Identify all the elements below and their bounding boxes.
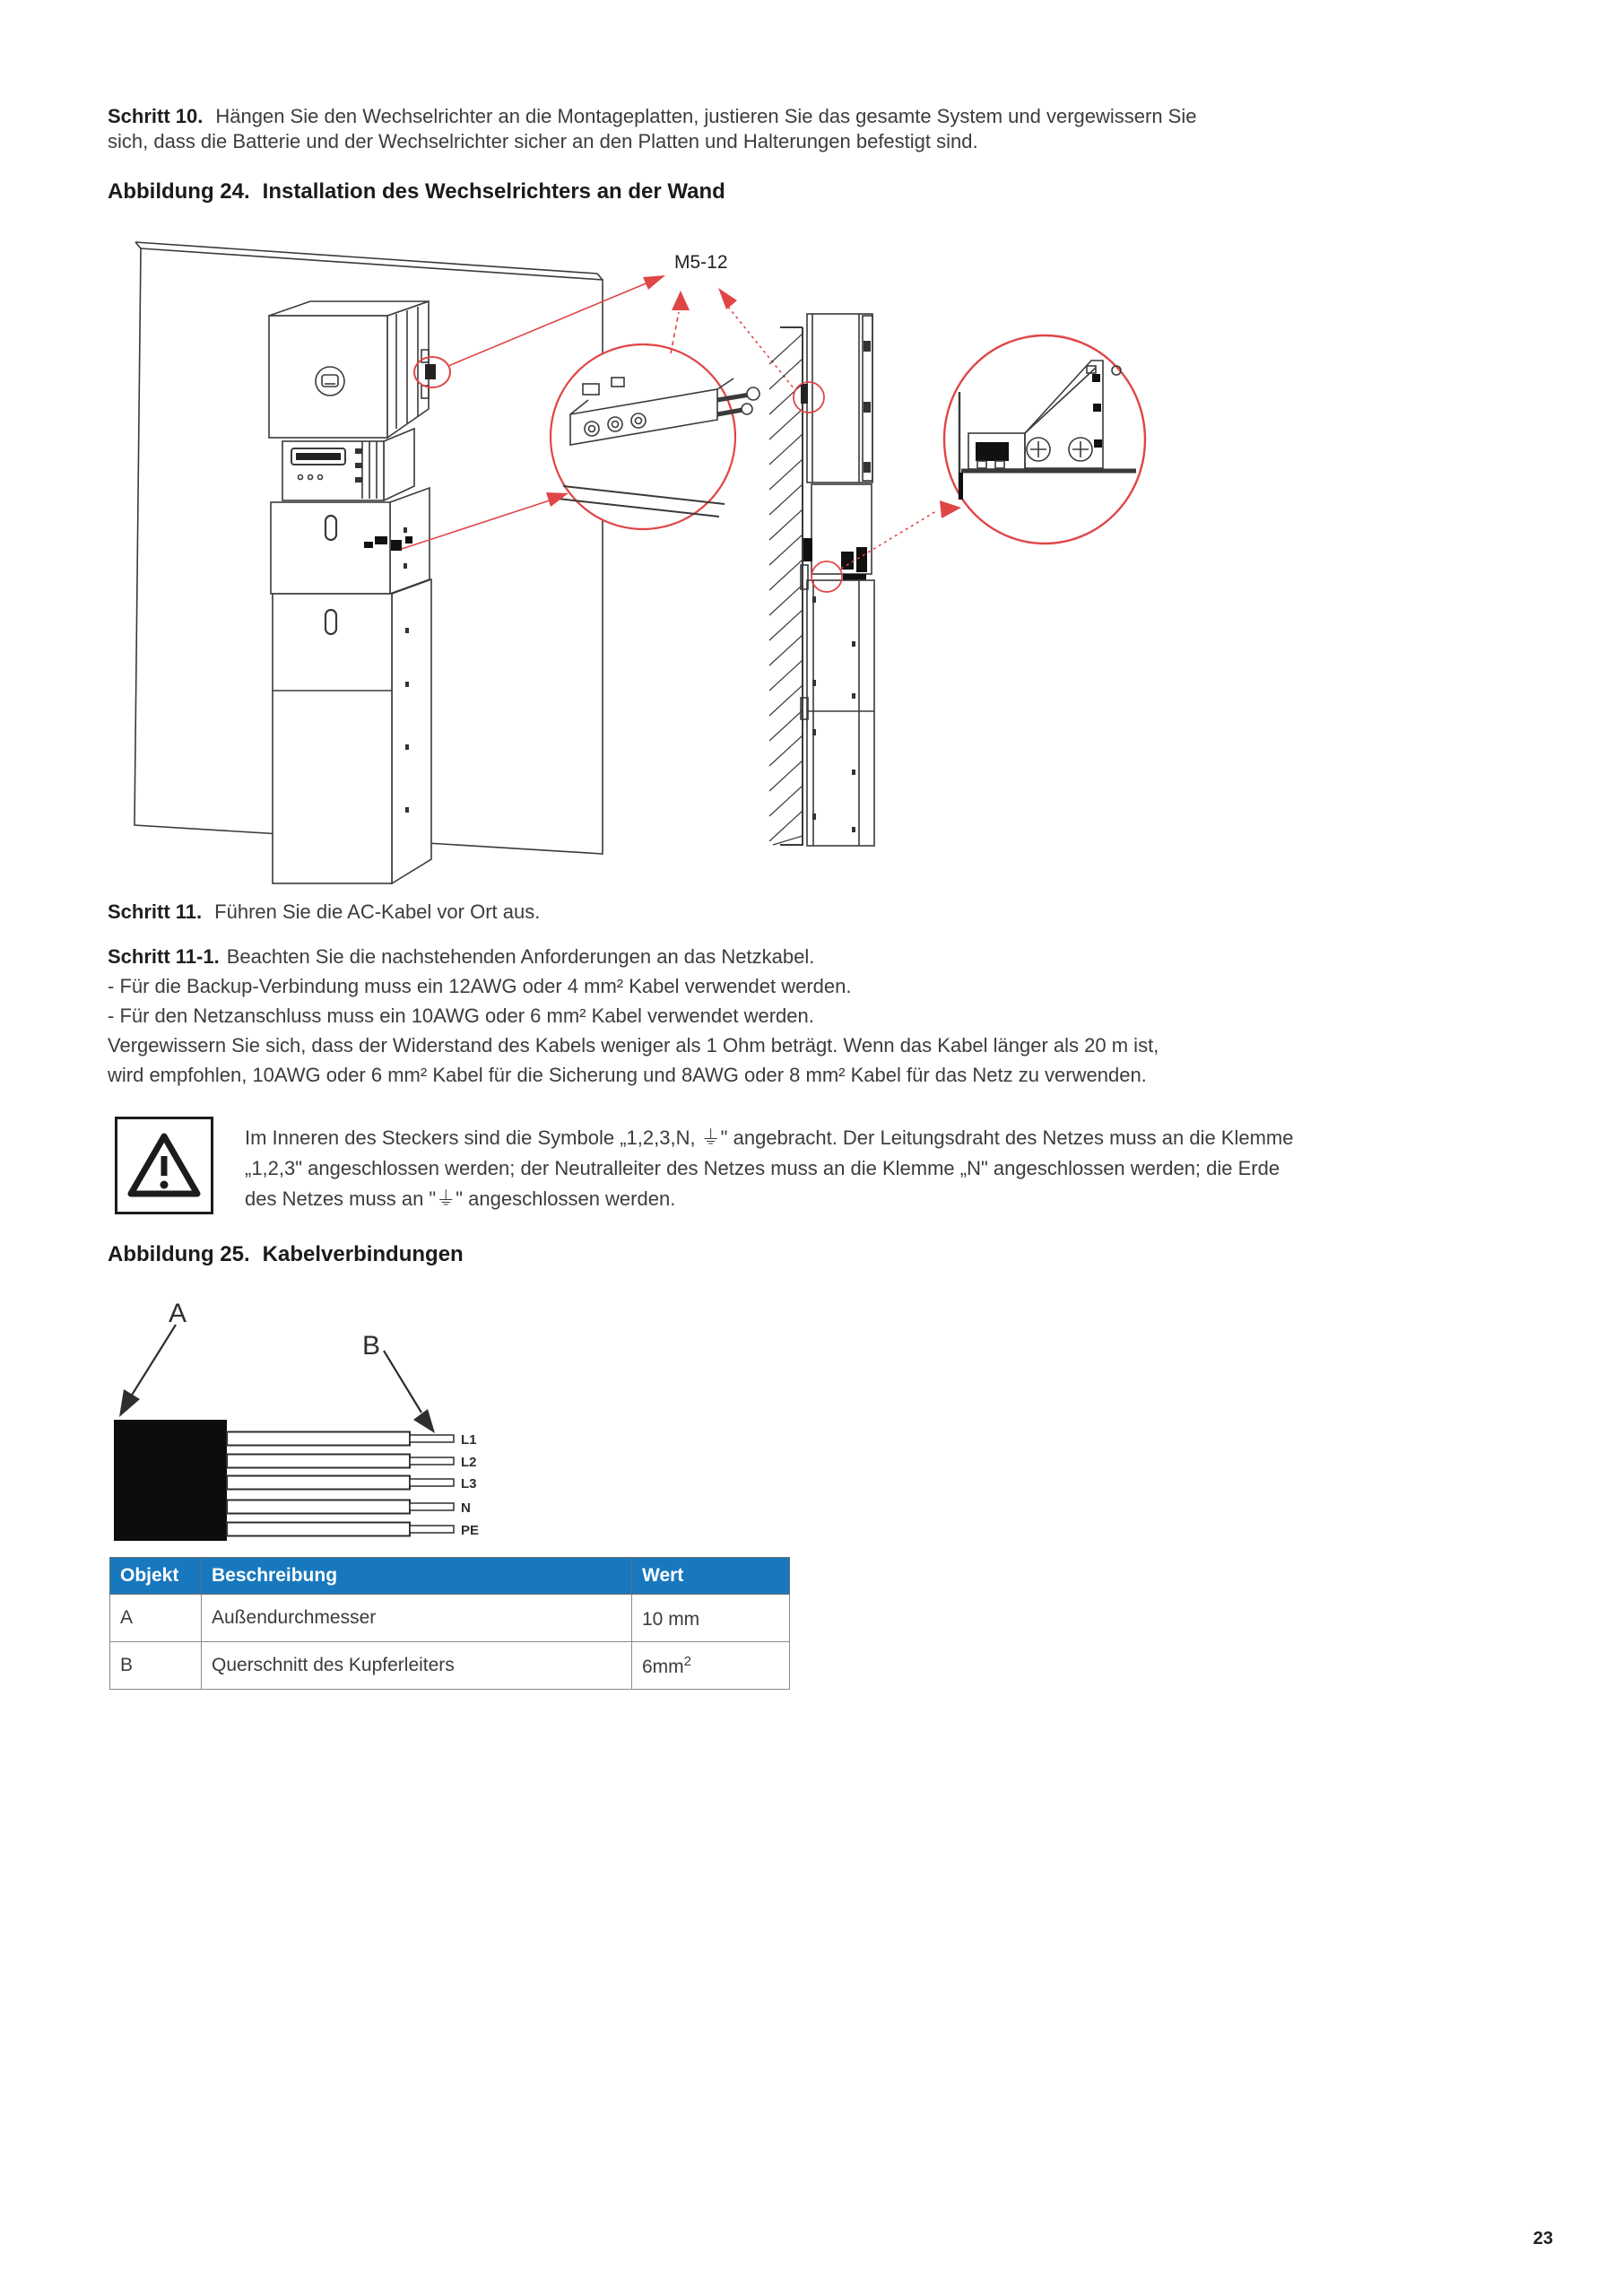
warning-triangle-icon [126,1131,203,1201]
wire-label-l1: L1 [461,1432,477,1448]
cell-wert-b: $6mm^2$ [632,1642,790,1690]
cell-objekt-a: A [110,1595,202,1642]
header-beschreibung: Beschreibung [202,1558,632,1595]
table-header-row [110,1558,790,1595]
wire-label-l3: L3 [461,1476,477,1492]
wire-label-l2: L2 [461,1455,477,1470]
cell-beschreibung-a: Außendurchmesser [202,1595,632,1642]
cable-label-b: B [362,1331,381,1361]
arrow-b [413,1409,435,1433]
step10-label: Schritt 10. [108,105,204,127]
figure25-caption: Abbildung 25. Kabelverbindungen [108,1242,464,1266]
table-row [110,1595,790,1642]
step10-line2: sich, dass die Batterie und der Wechselrichter sicher an den Platten und Halterungen befestigt sind. [108,130,978,152]
cell-objekt-b: B [110,1642,202,1690]
figure24-drawing [85,224,1421,906]
step10-paragraph [108,104,1196,154]
step11-1-line4: Vergewissern Sie sich, dass der Widerstand des Kabels weniger als 1 Ohm beträgt. Wenn das Kabel länger als 20 m ist, [108,1034,1159,1057]
wire-label-n: N [461,1500,471,1516]
step11-1-line5: wird empfohlen, 10AWG oder 6 mm² Kabel für die Sicherung und 8AWG oder 8 mm² Kabel für das Netz zu verwenden. [108,1064,1147,1086]
figure25-drawing [85,1283,498,1552]
page-number: 23 [1532,2229,1553,2248]
step11-label: Schritt 11. [108,900,203,923]
header-wert: Wert [632,1558,790,1595]
cell-wert-a: 10 mm [632,1595,790,1642]
cable-wires [227,1432,454,1536]
battery-module-2 [273,579,431,883]
warning-icon-box [115,1117,213,1214]
wall-hatching [769,334,803,845]
warning-text: Im Inneren des Steckers sind die Symbole „1,2,3,N, ⏚" angebracht. Der Leitungsdraht des Netzes muss an die Klemme „1,2,3" angeschlossen werden; der Neutralleiter des Netzes muss an die Klemme „N" angeschlossen werden; die Erde des Netzes muss an "⏚" angeschlossen werden. [245,1126,1294,1210]
bracket-zoom-ellipse [944,335,1145,544]
figure24-caption: Abbildung 24. Installation des Wechselrichters an der Wand [108,179,725,204]
wire-labels [461,1432,479,1538]
red-arrow-up-left [718,288,737,309]
step11-1-line2: - Für die Backup-Verbindung muss ein 12AWG oder 4 mm² Kabel verwendet werden. [108,975,852,997]
step11-1-line1: Schritt 11-1. Beachten Sie die nachstehenden Anforderungen an das Netzkabel. [108,945,815,968]
cell-beschreibung-b: Querschnitt des Kupferleiters [202,1642,632,1690]
step11-1-label: Schritt 11-1. [108,945,220,968]
m5-12-label: M5-12 [674,252,728,273]
cable-label-a: A [169,1299,187,1328]
cable-jacket [114,1420,227,1541]
table-row [110,1642,790,1690]
wire-label-pe: PE [461,1523,480,1538]
inverter-front [269,301,429,438]
cable-spec-table [109,1557,790,1690]
arrow-a [119,1389,140,1417]
step11-1-line3: - Für den Netzanschluss muss ein 10AWG oder 6 mm² Kabel verwendet werden. [108,1004,814,1027]
step11-paragraph: Schritt 11. Führen Sie die AC-Kabel vor Ort aus. [108,900,541,923]
red-arrow-to-ellipse [940,500,961,518]
red-arrow-up-right [643,275,665,290]
header-objekt: Objekt [110,1558,202,1595]
step10-line1: Schritt 10. Hängen Sie den Wechselrichter an die Montageplatten, justieren Sie das gesamte System und vergewissern Sie [108,105,1197,127]
step11-1-block [108,942,1159,1090]
side-view [769,314,874,846]
red-arrow-up [672,291,690,310]
